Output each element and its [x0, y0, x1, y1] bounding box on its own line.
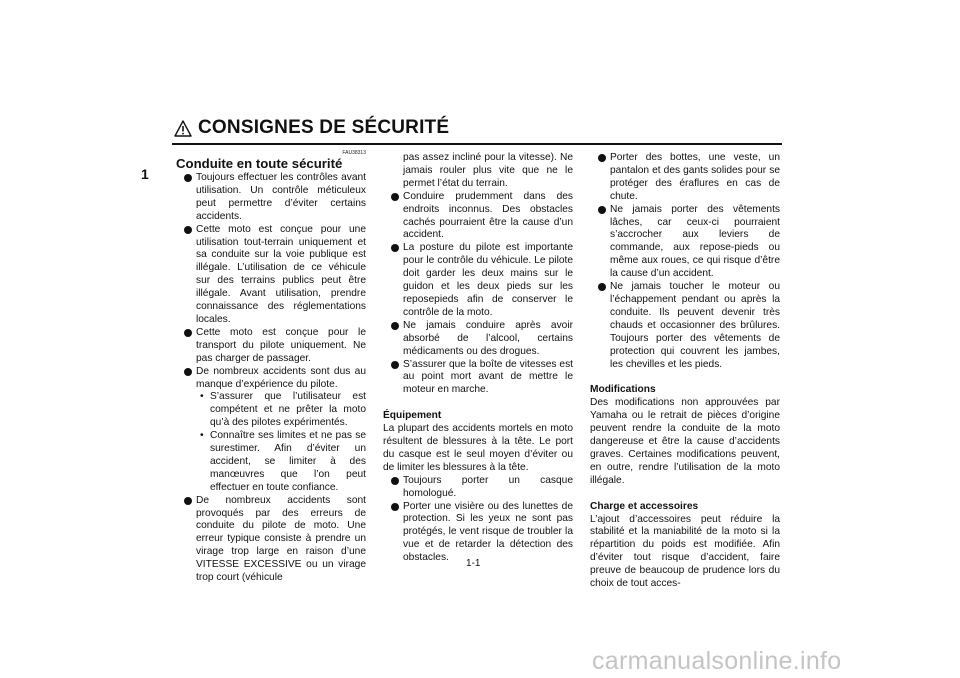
column-2 — [383, 152, 573, 565]
sub-bullet-icon: • — [200, 430, 204, 442]
bullet-dot-icon — [598, 283, 606, 291]
watermark: carmanualsonline.info — [592, 647, 842, 675]
bullet-dot-icon — [391, 361, 399, 369]
bullet-dot-icon — [184, 497, 192, 505]
modifications-heading: Modifications — [590, 384, 656, 396]
bullet-list — [383, 475, 573, 565]
list-item: De nombreux accidents sont provoqués par des erreurs de conduite du pilote de moto. Une erreur typique consiste à prendre un virage trop large en raison d’une VITESSE EXCESSIVE ou un virage trop court (véhicule — [184, 495, 366, 585]
bullet-dot-icon — [598, 206, 606, 214]
list-item: Cette moto est conçue pour le transport du pilote uniquement. Ne pas charger de passager. — [184, 327, 366, 366]
list-item-continued: pas assez incliné pour la vitesse). Ne jamais rouler plus vite que ne le permet l’état du terrain. — [403, 152, 573, 189]
page-title: CONSIGNES DE SÉCURITÉ — [198, 117, 450, 138]
bullet-dot-icon — [391, 193, 399, 201]
section-code: FAU38313 — [342, 150, 366, 156]
bullet-dot-icon — [391, 322, 399, 330]
sub-bullet-icon: • — [200, 391, 204, 403]
accessories-text: L’ajout d’accessoires peut réduire la stabilité et la maniabilité de la moto si la répartition du poids est modifiée. Afin d’éviter tout risque d’accident, faire preuve de beaucoup de prudence lors du choix de tout acces- — [590, 513, 780, 590]
sub-list-item: • S’assurer que l’utilisateur est compétent et ne prêter la moto qu’à des pilotes expérimentés. — [200, 391, 366, 429]
bullet-dot-icon — [184, 226, 192, 234]
sub-list-item: • Connaître ses limites et ne pas se surestimer. Afin d’éviter un accident, se limiter à des manœuvres que l’on peut effectuer en toute confiance. — [200, 430, 366, 493]
bullet-list — [383, 152, 573, 397]
section-title: Conduite en toute sécurité — [176, 156, 343, 171]
bullet-dot-icon — [598, 154, 606, 162]
list-item: Ne jamais porter des vêtements lâches, car ceux-ci pourraient s’accrocher aux leviers de commande, aux repose-pieds ou même aux roues, ce qui risque d’être la cause d’un accident. — [598, 204, 780, 281]
page-header — [172, 117, 782, 143]
column-3 — [590, 152, 780, 591]
accessories-heading: Charge et accessoires — [590, 500, 699, 512]
list-item: Ne jamais conduire après avoir absorbé de l’alcool, certains médicaments ou des drogues. — [391, 320, 573, 359]
page-number: 1-1 — [466, 558, 481, 569]
list-item: S’assurer que la boîte de vitesses est au point mort avant de mettre le moteur en marche. — [391, 359, 573, 398]
list-item: De nombreux accidents sont dus au manque d’expérience du pilote. • S’assurer que l’utilisateur est compétent et ne prêter la moto qu’à des pilotes expérimentés. • Connaître ses limites et ne pas se surestimer. Afin d’éviter un accident, se limiter à des manœuvres que l’on peut effectuer en toute confiance. — [184, 366, 366, 495]
header-divider — [172, 143, 782, 145]
list-item: La posture du pilote est importante pour le contrôle du véhicule. Le pilote doit garder les deux mains sur le guidon et les deux pieds sur les reposepieds afin de conserver le contrôle de la moto. — [391, 242, 573, 319]
list-item: Porter une visière ou des lunettes de protection. Si les yeux ne sont pas protégés, le vent risque de troubler la vue et de retarder la détection des obstacles. — [391, 501, 573, 566]
list-item: Ne jamais toucher le moteur ou l’échappement pendant ou après la conduite. Ils peuvent devenir très chauds et occasionner des brûlures. Toujours porter des vêtements de protection qui couvrent les jambes, les chevilles et les pieds. — [598, 281, 780, 371]
bullet-dot-icon — [184, 368, 192, 376]
sub-list — [196, 391, 366, 494]
bullet-dot-icon — [391, 503, 399, 511]
bullet-dot-icon — [184, 174, 192, 182]
bullet-dot-icon — [391, 244, 399, 252]
bullet-dot-icon — [391, 477, 399, 485]
modifications-text: Des modifications non approuvées par Yamaha ou le retrait de pièces d’origine peuvent rendre la conduite de la moto dangereuse et être la cause d’accidents graves. Certaines modifications peuvent, en outre, rendre l’utilisation de la moto illégale. — [590, 397, 780, 486]
bullet-list — [590, 152, 780, 371]
list-item: Toujours effectuer les contrôles avant utilisation. Un contrôle méticuleux peut permettre d’éviter certains accidents. — [184, 172, 366, 224]
list-item: Conduire prudemment dans des endroits inconnus. Des obstacles cachés pourraient être la cause d’un accident. — [391, 191, 573, 243]
equipment-heading: Équipement — [383, 410, 442, 422]
equipment-text: La plupart des accidents mortels en moto résultent de blessures à la tête. Le port du casque est le seul moyen d’éviter ou de limiter les blessures à la tête. — [383, 423, 573, 473]
warning-triangle-icon — [174, 120, 192, 137]
column-1 — [176, 150, 366, 585]
chapter-tab: 1 — [141, 166, 149, 182]
list-item: Porter des bottes, une veste, un pantalon et des gants solides pour se protéger des éraflures en cas de chute. — [598, 152, 780, 204]
list-item: Cette moto est conçue pour une utilisation tout-terrain uniquement et sa conduite sur la voie publique est illégale. L’utilisation de ce véhicule sur des terrains publics peut être illégale. Avant utilisation, prendre connaissance des réglementations locales. — [184, 224, 366, 327]
bullet-dot-icon — [184, 329, 192, 337]
list-item: Toujours porter un casque homologué. — [391, 475, 573, 501]
bullet-list — [176, 172, 366, 585]
